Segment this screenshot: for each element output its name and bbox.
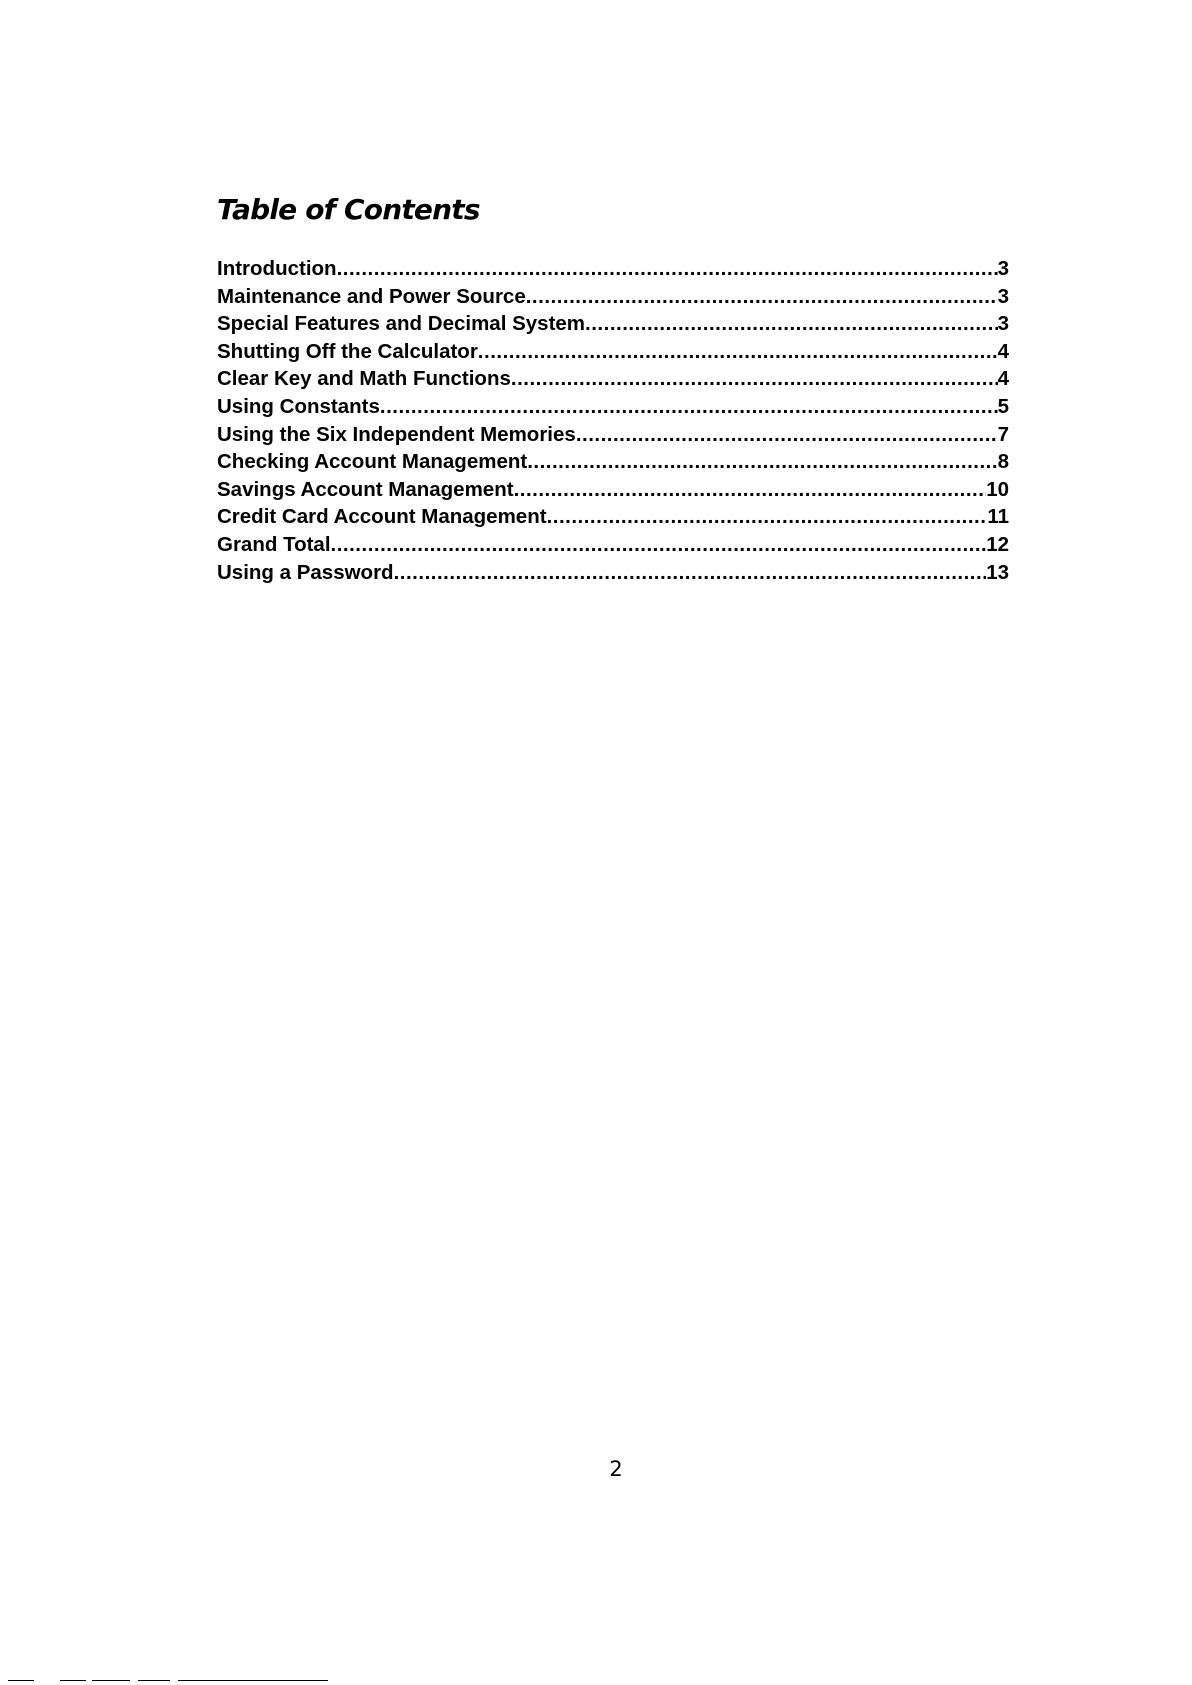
toc-entry-password[interactable] (217, 559, 1009, 587)
toc-entry-page: 7 (997, 422, 1009, 446)
dot-leader (585, 310, 998, 338)
scan-mark (138, 1680, 170, 1681)
toc-entry-page: 5 (997, 394, 1009, 418)
toc-entry-savings-account[interactable] (217, 476, 1009, 504)
toc-entry-page: 12 (986, 532, 1009, 556)
dot-leader (511, 365, 998, 393)
toc-entry-label: Using Constants (217, 394, 380, 418)
toc-entry-memories[interactable] (217, 421, 1009, 449)
toc-entry-label: Credit Card Account Management (217, 505, 547, 529)
dot-leader (527, 448, 997, 476)
toc-entry-using-constants[interactable] (217, 393, 1009, 421)
scan-edge-artifacts (0, 1678, 360, 1685)
dot-leader (526, 283, 998, 311)
toc-entry-page: 8 (997, 450, 1009, 474)
toc-entry-page: 10 (986, 477, 1009, 501)
toc-entry-page: 4 (997, 339, 1009, 363)
toc-entry-shutting-off[interactable] (217, 338, 1009, 366)
scan-mark (92, 1680, 130, 1681)
toc-entry-label: Shutting Off the Calculator (217, 339, 478, 363)
page-number: 2 (609, 1457, 623, 1481)
toc-entry-maintenance[interactable] (217, 283, 1009, 311)
dot-leader (394, 559, 987, 587)
page-title: Table of Contents (217, 193, 480, 226)
toc-entry-clear-key[interactable] (217, 365, 1009, 393)
toc-entry-label: Using a Password (217, 560, 394, 584)
toc-entry-credit-card[interactable] (217, 503, 1009, 531)
dot-leader (547, 503, 988, 531)
table-of-contents (217, 255, 1009, 586)
toc-entry-introduction[interactable] (217, 255, 1009, 283)
toc-entry-page: 11 (987, 505, 1009, 529)
scan-mark (60, 1680, 86, 1681)
toc-entry-page: 3 (997, 284, 1009, 308)
dot-leader (514, 476, 987, 504)
scan-mark (8, 1680, 34, 1681)
toc-entry-special-features[interactable] (217, 310, 1009, 338)
toc-entry-page: 3 (997, 312, 1009, 336)
dot-leader (576, 421, 998, 449)
toc-entry-page: 3 (997, 257, 1009, 280)
toc-entry-label: Special Features and Decimal System (217, 312, 586, 336)
dot-leader (337, 255, 998, 283)
toc-entry-page: 13 (986, 560, 1009, 584)
dot-leader (331, 531, 987, 559)
scan-mark (178, 1680, 328, 1681)
toc-entry-page: 4 (997, 367, 1009, 391)
toc-entry-label: Introduction (217, 257, 337, 280)
toc-entry-label: Checking Account Management (217, 450, 528, 474)
toc-entry-label: Using the Six Independent Memories (217, 422, 576, 446)
dot-leader (380, 393, 998, 421)
toc-entry-grand-total[interactable] (217, 531, 1009, 559)
toc-entry-label: Maintenance and Power Source (217, 284, 526, 308)
toc-entry-label: Savings Account Management (217, 477, 514, 501)
toc-entry-checking-account[interactable] (217, 448, 1009, 476)
toc-entry-label: Clear Key and Math Functions (217, 367, 511, 391)
dot-leader (478, 338, 998, 366)
toc-entry-label: Grand Total (217, 532, 331, 556)
